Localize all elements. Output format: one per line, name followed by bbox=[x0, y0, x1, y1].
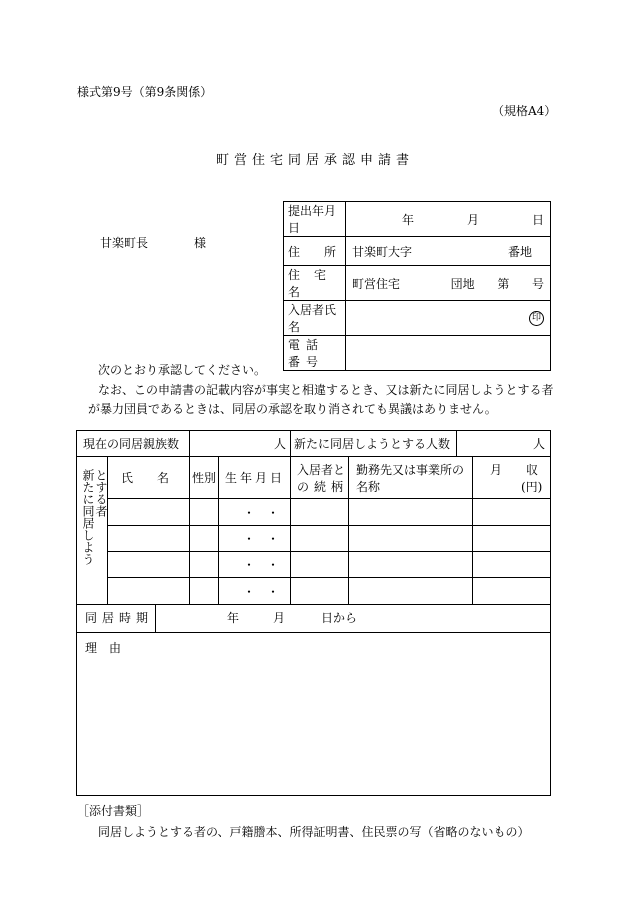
addressee-honorific: 様 bbox=[194, 236, 207, 250]
date-field[interactable] bbox=[346, 202, 551, 237]
address-field[interactable] bbox=[346, 237, 551, 266]
side-label-col1-text: 新たに同居しよう bbox=[81, 469, 95, 565]
note-line-2: が暴力団員であるときは、同居の承認を取り消されても異議はありません。 bbox=[88, 402, 497, 416]
period-month: 月 bbox=[273, 611, 286, 625]
new-count-unit: 人 bbox=[533, 437, 546, 451]
housing-unit: 号 bbox=[531, 276, 544, 291]
side-label-col2 bbox=[93, 469, 108, 521]
header-birth: 生年月日 bbox=[225, 471, 286, 485]
addressee bbox=[100, 237, 206, 249]
header-name: 氏 名 bbox=[121, 471, 170, 485]
request-text: 次のとおり承認してください。 bbox=[98, 363, 267, 377]
date-day-unit: 日 bbox=[531, 212, 544, 227]
header-relation-2: の続柄 bbox=[297, 480, 349, 494]
period-year: 年 bbox=[227, 611, 240, 625]
new-count-label: 新たに同居しようとする人数 bbox=[294, 437, 451, 451]
current-family-label: 現在の同居親族数 bbox=[83, 437, 180, 451]
cohabitant-table bbox=[76, 430, 551, 796]
side-label-col1 bbox=[80, 469, 95, 569]
note-line-1: なお、この申請書の記載内容が事実と相違するとき、又は新たに同居しようとする者 bbox=[98, 383, 554, 397]
tenant-field[interactable] bbox=[346, 301, 551, 336]
address-label: 住 所 bbox=[284, 237, 346, 266]
form-number: 様式第9号（第9条関係） bbox=[77, 85, 213, 99]
header-work-2: 名称 bbox=[356, 480, 381, 494]
date-label: 提出年月日 bbox=[284, 202, 346, 237]
phone-field[interactable] bbox=[346, 336, 551, 371]
housing-complex: 団地 bbox=[450, 276, 475, 291]
housing-prefix: 町営住宅 bbox=[352, 276, 401, 291]
period-label: 同居時期 bbox=[85, 611, 154, 625]
attachments-label: ［添付書類］ bbox=[77, 804, 150, 818]
phone-label bbox=[284, 336, 346, 371]
phone-label-text: 電話番号 bbox=[288, 338, 325, 369]
housing-no: 第 bbox=[497, 276, 510, 291]
header-work-1: 勤務先又は事業所の bbox=[356, 463, 465, 477]
page-title: 町営住宅同居承認申請書 bbox=[215, 153, 414, 168]
housing-field[interactable] bbox=[346, 266, 551, 301]
date-month-unit: 月 bbox=[466, 212, 479, 227]
birth-dots-row1: ・ ・ bbox=[243, 506, 280, 520]
header-relation-1: 入居者と bbox=[297, 463, 346, 477]
reason-label: 理 由 bbox=[85, 641, 122, 655]
date-year-unit: 年 bbox=[402, 212, 415, 227]
period-from: 日から bbox=[321, 611, 358, 625]
housing-label-text: 住宅名 bbox=[288, 268, 341, 299]
applicant-box bbox=[283, 201, 551, 371]
attachments-text: 同居しようとする者の、戸籍謄本、所得証明書、住民票の写（省略のないもの） bbox=[98, 825, 530, 839]
addressee-name: 甘楽町長 bbox=[100, 236, 149, 250]
birth-dots-row3: ・ ・ bbox=[243, 558, 280, 572]
header-sex: 性別 bbox=[192, 471, 217, 485]
address-prefix: 甘楽町大字 bbox=[352, 244, 413, 259]
birth-dots-row2: ・ ・ bbox=[243, 532, 280, 546]
housing-label bbox=[284, 266, 346, 301]
paper-size: （規格A4） bbox=[492, 104, 557, 118]
tenant-label: 入居者氏名 bbox=[284, 301, 346, 336]
address-suffix: 番地 bbox=[507, 244, 532, 259]
side-label-col2-text: とする者 bbox=[94, 469, 108, 517]
current-family-unit: 人 bbox=[274, 437, 287, 451]
seal-mark: 印 bbox=[529, 311, 544, 326]
header-income-2: (円) bbox=[521, 480, 543, 494]
header-income-1: 月 収 bbox=[490, 463, 539, 477]
birth-dots-row4: ・ ・ bbox=[243, 585, 280, 599]
